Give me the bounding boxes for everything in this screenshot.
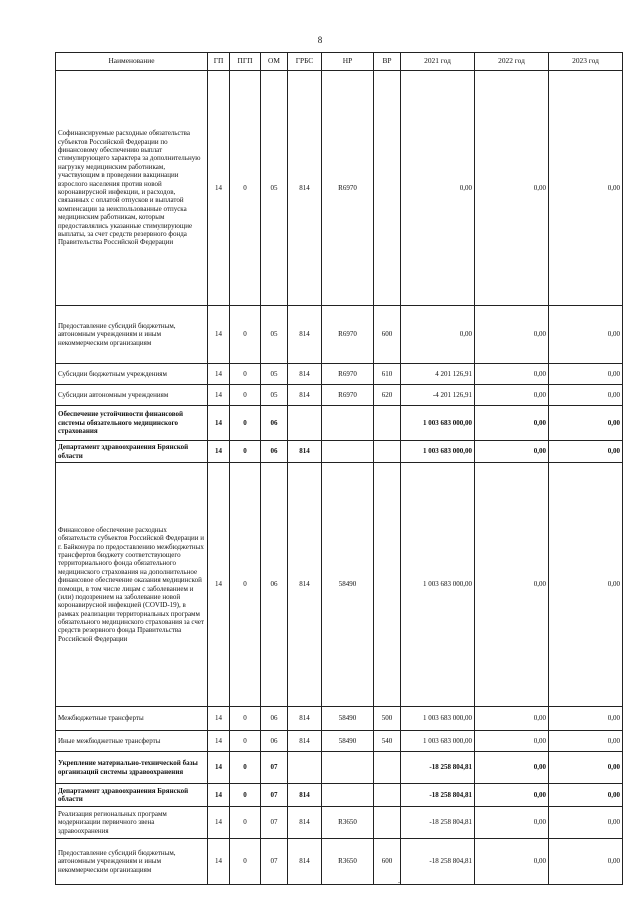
cell-grbs: [288, 406, 322, 441]
cell-vr: [374, 406, 401, 441]
cell-2023: 0,00: [549, 839, 623, 885]
cell-2021: 1 003 683 000,00: [401, 406, 475, 441]
cell-name: Предоставление субсидий бюджетным, автономным учреждениям и иным некоммерческим организациям: [56, 306, 208, 364]
cell-name: Субсидии бюджетным учреждениям: [56, 364, 208, 385]
cell-pgp: 0: [230, 839, 261, 885]
cell-2021: 4 201 126,91: [401, 364, 475, 385]
cell-2023: 0,00: [549, 784, 623, 807]
cell-gp: 14: [208, 364, 230, 385]
cell-2021: -18 258 804,81: [401, 839, 475, 885]
cell-grbs: 814: [288, 463, 322, 707]
cell-vr: [374, 784, 401, 807]
cell-vr: 600: [374, 839, 401, 885]
cell-pgp: 0: [230, 463, 261, 707]
cell-nr: [322, 752, 374, 784]
cell-grbs: 814: [288, 364, 322, 385]
cell-2021: 1 003 683 000,00: [401, 441, 475, 463]
table-row: [56, 731, 623, 752]
cell-name: Укрепление материально-технической базы организаций системы здравоохранения: [56, 752, 208, 784]
header-pgp: ПГП: [230, 53, 261, 71]
cell-gp: 14: [208, 441, 230, 463]
cell-vr: [374, 71, 401, 306]
cell-2022: 0,00: [475, 707, 549, 731]
cell-2021: -18 258 804,81: [401, 807, 475, 839]
cell-2023: 0,00: [549, 306, 623, 364]
cell-gp: 14: [208, 306, 230, 364]
cell-2023: 0,00: [549, 406, 623, 441]
cell-nr: [322, 784, 374, 807]
cell-name: Департамент здравоохранения Брянской области: [56, 441, 208, 463]
cell-2023: 0,00: [549, 731, 623, 752]
cell-nr: R6970: [322, 385, 374, 406]
cell-gp: 14: [208, 784, 230, 807]
cell-nr: R6970: [322, 71, 374, 306]
table-row: [56, 807, 623, 839]
cell-om: 06: [261, 463, 288, 707]
table-row: [56, 385, 623, 406]
cell-om: 05: [261, 364, 288, 385]
header-2022: 2022 год: [475, 53, 549, 71]
cell-nr: R3650: [322, 839, 374, 885]
cell-pgp: 0: [230, 385, 261, 406]
cell-2021: -18 258 804,81: [401, 752, 475, 784]
cell-2022: 0,00: [475, 306, 549, 364]
cell-2022: 0,00: [475, 385, 549, 406]
cell-gp: 14: [208, 385, 230, 406]
cell-nr: [322, 406, 374, 441]
cell-nr: R6970: [322, 364, 374, 385]
cell-name: Субсидии автономным учреждениям: [56, 385, 208, 406]
cell-2023: 0,00: [549, 364, 623, 385]
cell-pgp: 0: [230, 784, 261, 807]
cell-nr: R3650: [322, 807, 374, 839]
cell-grbs: 814: [288, 385, 322, 406]
cell-gp: 14: [208, 71, 230, 306]
cell-pgp: 0: [230, 364, 261, 385]
cell-name: Финансовое обеспечение расходных обязательств субъектов Российской Федерации и г. Байконура по предоставлению межбюджетных трансфертов бюджету соответствующего территориального фонда обязательного медицинского страхования на дополнительное финансовое обеспечение оказания медицинской помощи, в том числе лицам с заболеванием и (или) подозрением на заболевание новой коронавирусной инфекцией (COVID-19), в рамках реализации территориальных программ обязательного медицинского страхования за счет средств резервного фонда Правительства Российской Федерации: [56, 463, 208, 707]
cell-grbs: 814: [288, 807, 322, 839]
table-row: [56, 441, 623, 463]
cell-pgp: 0: [230, 752, 261, 784]
cell-nr: R6970: [322, 306, 374, 364]
cell-om: 07: [261, 784, 288, 807]
cell-pgp: 0: [230, 707, 261, 731]
header-2021: 2021 год: [401, 53, 475, 71]
cell-name: Департамент здравоохранения Брянской области: [56, 784, 208, 807]
cell-vr: [374, 463, 401, 707]
cell-pgp: 0: [230, 731, 261, 752]
cell-gp: 14: [208, 731, 230, 752]
cell-name: Обеспечение устойчивости финансовой системы обязательного медицинского страхования: [56, 406, 208, 441]
cell-vr: 500: [374, 707, 401, 731]
cell-grbs: 814: [288, 71, 322, 306]
cell-vr: 540: [374, 731, 401, 752]
cell-2022: 0,00: [475, 364, 549, 385]
cell-name: Межбюджетные трансферты: [56, 707, 208, 731]
cell-name: Предоставление субсидий бюджетным, автономным учреждениям и иным некоммерческим организациям: [56, 839, 208, 885]
cell-2023: 0,00: [549, 752, 623, 784]
cell-grbs: 814: [288, 441, 322, 463]
cell-name: Реализация региональных программ модернизации первичного звена здравоохранения: [56, 807, 208, 839]
cell-2021: 0,00: [401, 306, 475, 364]
table-row: [56, 463, 623, 707]
cell-om: 06: [261, 731, 288, 752]
cell-2021: -4 201 126,91: [401, 385, 475, 406]
cell-om: 05: [261, 71, 288, 306]
cell-vr: [374, 807, 401, 839]
cell-2022: 0,00: [475, 463, 549, 707]
table-row: [56, 406, 623, 441]
table-row: [56, 364, 623, 385]
header-gp: ГП: [208, 53, 230, 71]
cell-om: 06: [261, 406, 288, 441]
cell-vr: [374, 752, 401, 784]
cell-nr: 58490: [322, 463, 374, 707]
cell-om: 05: [261, 306, 288, 364]
header-nr: НР: [322, 53, 374, 71]
cell-vr: 620: [374, 385, 401, 406]
cell-2022: 0,00: [475, 71, 549, 306]
cell-name: Иные межбюджетные трансферты: [56, 731, 208, 752]
cell-2023: 0,00: [549, 71, 623, 306]
cell-grbs: 814: [288, 707, 322, 731]
cell-2022: 0,00: [475, 406, 549, 441]
cell-2023: 0,00: [549, 441, 623, 463]
cell-om: 07: [261, 839, 288, 885]
table-row: [56, 306, 623, 364]
cell-grbs: [288, 752, 322, 784]
cell-om: 06: [261, 441, 288, 463]
cell-2021: -18 258 804,81: [401, 784, 475, 807]
header-vr: ВР: [374, 53, 401, 71]
cell-2021: 1 003 683 000,00: [401, 707, 475, 731]
cell-nr: 58490: [322, 731, 374, 752]
cell-pgp: 0: [230, 807, 261, 839]
cell-pgp: 0: [230, 441, 261, 463]
table-header-row: [56, 53, 623, 71]
cell-2022: 0,00: [475, 441, 549, 463]
cell-om: 06: [261, 707, 288, 731]
header-grbs: ГРБС: [288, 53, 322, 71]
cell-2023: 0,00: [549, 385, 623, 406]
cell-grbs: 814: [288, 306, 322, 364]
table-row: [56, 752, 623, 784]
cell-grbs: 814: [288, 784, 322, 807]
cell-2023: 0,00: [549, 807, 623, 839]
cell-gp: 14: [208, 807, 230, 839]
cell-pgp: 0: [230, 306, 261, 364]
cell-2021: 1 003 683 000,00: [401, 731, 475, 752]
cell-name: Софинансируемые расходные обязательства субъектов Российской Федерации по финансовому обеспечению выплат стимулирующего характера за дополнительную нагрузку медицинским работникам, участвующим в проведении вакцинации взрослого населения против новой коронавирусной инфекции, и расходов, связанных с оплатой отпусков и выплатой компенсации за неиспользованные отпуска медицинским работникам, которым предоставлялись указанные стимулирующие выплаты, за счет средств резервного фонда Правительства Российской Федерации: [56, 71, 208, 306]
table-row: [56, 784, 623, 807]
cell-nr: [322, 441, 374, 463]
cell-grbs: 814: [288, 839, 322, 885]
page-number: 8: [317, 35, 323, 45]
header-om: ОМ: [261, 53, 288, 71]
cell-2022: 0,00: [475, 807, 549, 839]
cell-pgp: 0: [230, 71, 261, 306]
cell-om: 05: [261, 385, 288, 406]
cell-nr: 58490: [322, 707, 374, 731]
cell-om: 07: [261, 752, 288, 784]
table-row: [56, 707, 623, 731]
header-name: Наименование: [56, 53, 208, 71]
table-row: [56, 71, 623, 306]
cell-om: 07: [261, 807, 288, 839]
header-2023: 2023 год: [549, 53, 623, 71]
cell-2022: 0,00: [475, 731, 549, 752]
page-mark: .: [398, 876, 400, 885]
budget-table: [55, 52, 623, 885]
cell-2023: 0,00: [549, 463, 623, 707]
cell-vr: [374, 441, 401, 463]
cell-gp: 14: [208, 839, 230, 885]
cell-grbs: 814: [288, 731, 322, 752]
cell-2021: 1 003 683 000,00: [401, 463, 475, 707]
cell-pgp: 0: [230, 406, 261, 441]
cell-vr: 610: [374, 364, 401, 385]
table-row: [56, 839, 623, 885]
cell-2022: 0,00: [475, 784, 549, 807]
cell-2021: 0,00: [401, 71, 475, 306]
cell-vr: 600: [374, 306, 401, 364]
cell-2022: 0,00: [475, 839, 549, 885]
cell-gp: 14: [208, 752, 230, 784]
cell-gp: 14: [208, 463, 230, 707]
cell-gp: 14: [208, 406, 230, 441]
cell-2022: 0,00: [475, 752, 549, 784]
cell-2023: 0,00: [549, 707, 623, 731]
cell-gp: 14: [208, 707, 230, 731]
